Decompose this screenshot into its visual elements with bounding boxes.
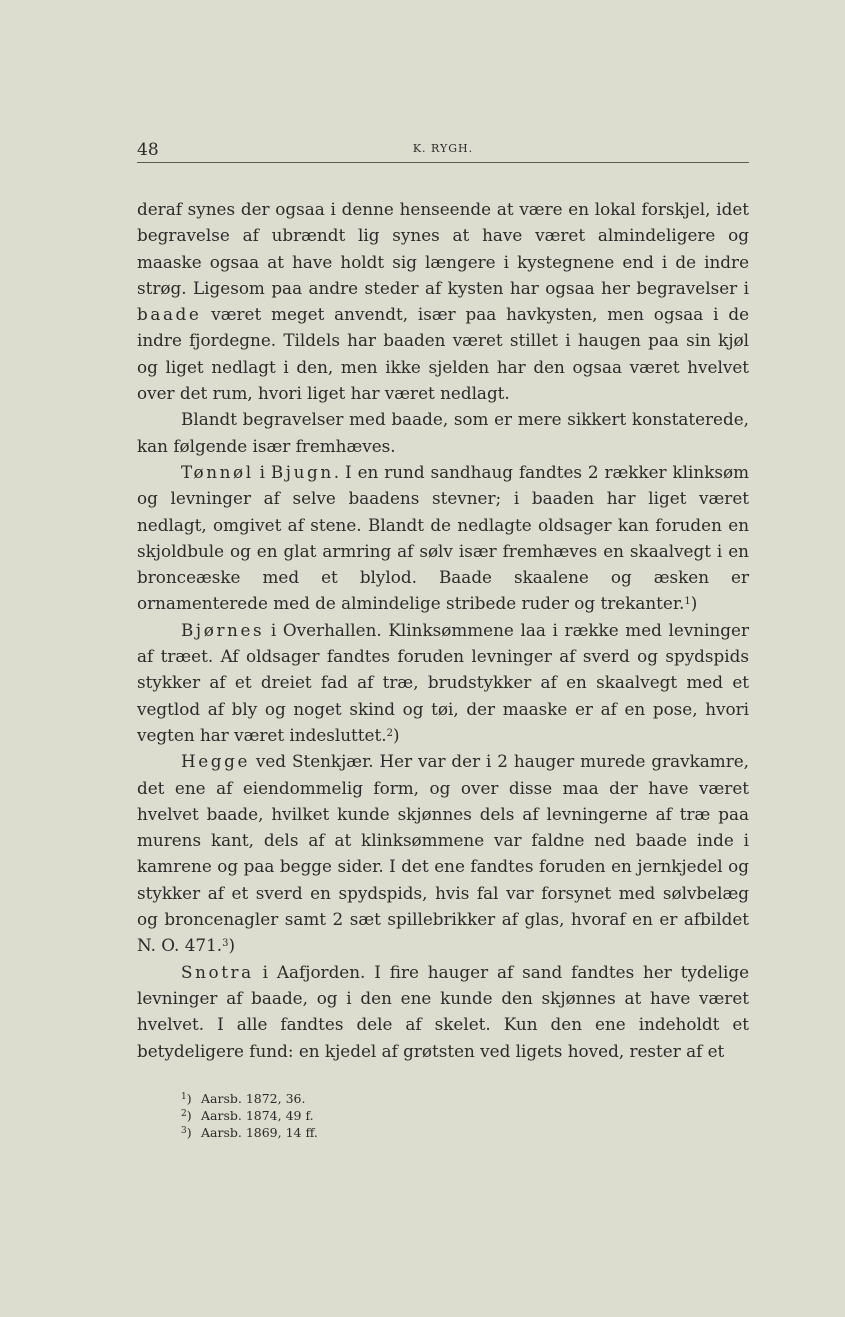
place-name: baade bbox=[137, 304, 202, 325]
place-name: Hegge bbox=[181, 751, 250, 772]
footnote-text: Aarsb. 1872, 36. bbox=[201, 1091, 306, 1106]
footnote bbox=[181, 1124, 581, 1141]
text-run: ) bbox=[690, 593, 698, 614]
text-run: i bbox=[253, 461, 271, 482]
footnote-number: 2 bbox=[181, 1109, 187, 1119]
footnote-text: Aarsb. 1869, 14 ff. bbox=[201, 1125, 318, 1140]
text-run: ved Stenkjær. Her var der i 2 hauger murede gravkamre, det ene af eiendommelig form, og over disse maa der have været hvelvet baade, hvilket kunde skjønnes dels af levningerne af træ paa murens kant, dels af at klinksømmene var faldne ned baade inde i kamrene og paa begge sider. I det ene fandtes foruden en jernkjedel og stykker af et sverd en spydspids, hvis fal var forsynet med sølvbelæg og broncenagler samt 2 sæt spillebrikker af glas, hvoraf en er afbildet N. O. 471. bbox=[137, 751, 749, 956]
paragraph bbox=[137, 959, 749, 1064]
paragraph bbox=[137, 406, 749, 459]
footnote-mark: $^3$) bbox=[181, 1125, 192, 1140]
running-head: K. RYGH. bbox=[412, 142, 474, 155]
place-name: Bjørnes bbox=[181, 619, 265, 640]
page-number: 48 bbox=[137, 140, 159, 160]
text-run: ) bbox=[392, 724, 400, 745]
footnote bbox=[181, 1090, 581, 1107]
footnote-number: 1 bbox=[181, 1092, 187, 1102]
footnote-reference: 2 bbox=[386, 727, 393, 739]
text-run: Blandt begravelser med baade, som er mere sikkert konstaterede, kan følgende især fremhæves. bbox=[137, 409, 749, 456]
text-run: ) bbox=[228, 935, 236, 956]
footnote-text: Aarsb. 1874, 49 f. bbox=[201, 1108, 314, 1123]
place-name: Bjugn bbox=[270, 461, 334, 482]
body-text bbox=[137, 196, 749, 1064]
paragraph bbox=[137, 196, 749, 406]
text-run: . I en rund sandhaug fandtes 2 rækker klinksøm og levninger af selve baadens stevner; i baaden har liget været nedlagt, omgivet af stene. Blandt de nedlagte oldsager kan foruden en skjoldbule og en glat armring af sølv især fremhæves en skaalvegt i en bronceæske med et blylod. Baade skaalene og æsken er ornamenterede med de almindelige stribede ruder og trekanter. bbox=[137, 461, 749, 614]
text-run: i Overhallen. Klinksømmene laa i række med levninger af træet. Af oldsager fandtes foruden levninger af sverd og spydspids stykker af et dreiet fad af træ, brudstykker af en skaalvegt med et vegtlod af bly og noget skind og tøi, der maaske er af en pose, hvori vegten har været indesluttet. bbox=[137, 619, 749, 745]
footnote-mark: $^1$) bbox=[181, 1091, 192, 1106]
place-name: Tønnøl bbox=[181, 461, 254, 482]
footnote-mark: $^2$) bbox=[181, 1108, 192, 1123]
paragraph bbox=[137, 748, 749, 958]
footnote-reference: 1 bbox=[684, 596, 691, 608]
footnote-number: 3 bbox=[181, 1126, 187, 1136]
text-run: i Aafjorden. I fire hauger af sand fandtes her tydelige levninger af baade, og i den ene kunde den skjønnes at have været hvelvet. I alle fandtes dele af skelet. Kun den ene indeholdt et betydeligere fund: en kjedel af grøtsten ved ligets hoved, rester af et bbox=[137, 961, 749, 1061]
footnotes bbox=[181, 1090, 581, 1141]
footnote-reference: 3 bbox=[222, 938, 229, 950]
place-name: Snotra bbox=[181, 961, 254, 982]
footnote bbox=[181, 1107, 581, 1124]
paragraph bbox=[137, 617, 749, 748]
page-header bbox=[137, 138, 749, 163]
text-run: været meget anvendt, især paa havkysten, men ogsaa i de indre fjordegne. Tildels har baaden været stillet i haugen paa sin kjøl og liget nedlagt i den, men ikke sjelden har den ogsaa været hvelvet over det rum, hvori liget har været nedlagt. bbox=[137, 304, 749, 404]
paragraph bbox=[137, 459, 749, 617]
text-run: deraf synes der ogsaa i denne henseende at være en lokal forskjel, idet begravelse af ubrændt lig synes at have været almindeligere og maaske ogsaa at have holdt sig længere i kystegnene end i de indre strøg. Ligesom paa andre steder af kysten har ogsaa her begravelser i bbox=[137, 199, 749, 298]
